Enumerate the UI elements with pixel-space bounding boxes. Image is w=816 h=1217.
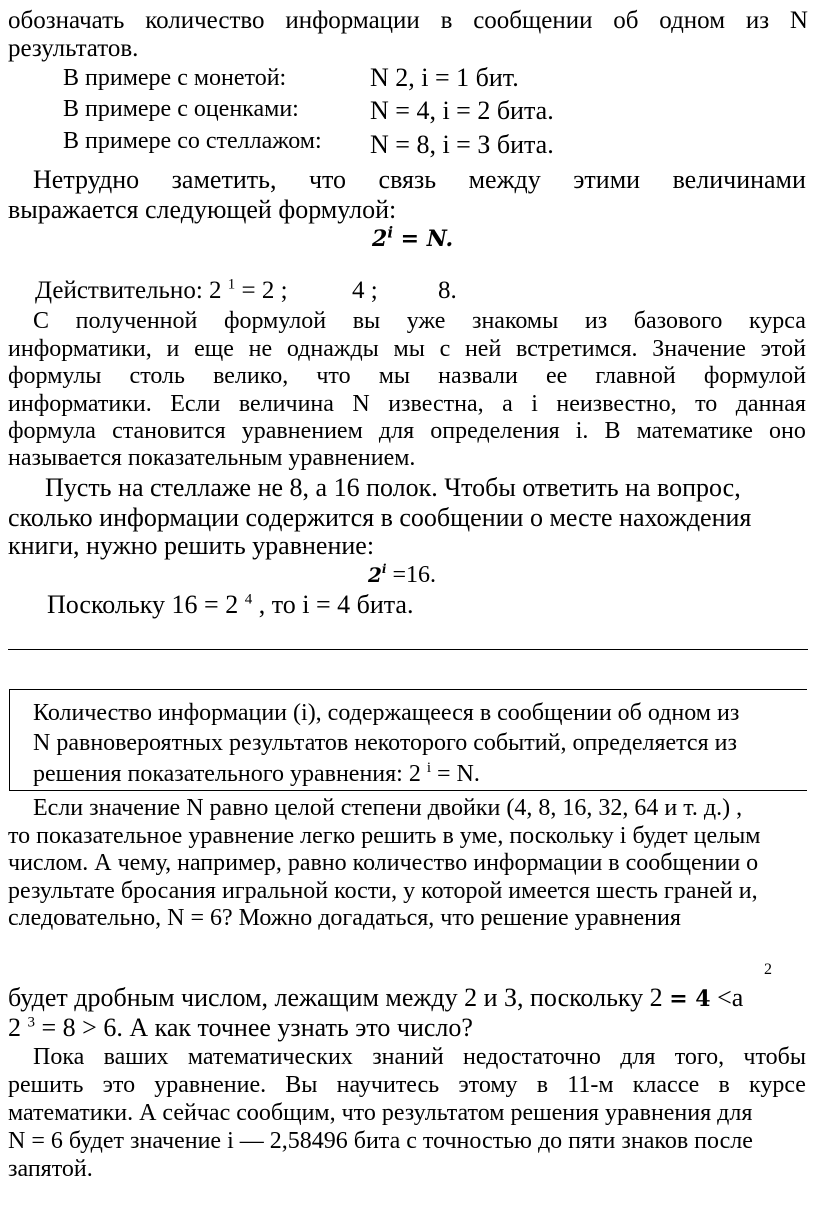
formula-2i-equals-n: $2^i = N$. bbox=[372, 223, 454, 252]
word: полученной bbox=[75, 308, 198, 334]
word: известна, bbox=[388, 391, 484, 417]
word: базового bbox=[633, 308, 723, 334]
definition-line1: Количество информации (i), содержащееся в сообщении об одном из bbox=[33, 700, 740, 726]
p4-line2: сколько информации содержится в сообщении о месте нахождения bbox=[8, 503, 752, 532]
word: этими bbox=[573, 165, 641, 194]
p4-line1: Пусть на стеллаже не 8, а 16 полок. Чтобы ответить на вопрос, bbox=[45, 473, 741, 502]
word: С bbox=[33, 308, 50, 334]
word: Если bbox=[170, 391, 221, 417]
word: данная bbox=[735, 391, 806, 417]
word: i. bbox=[575, 418, 589, 444]
word: об bbox=[613, 7, 639, 34]
example-grades-value: N = 4, i = 2 бита. bbox=[370, 96, 554, 125]
p2-line1 bbox=[33, 167, 806, 193]
word: информатики. bbox=[8, 391, 152, 417]
word: N bbox=[789, 7, 808, 34]
p7-line3: математики. А сейчас сообщим, что результатом решения уравнения для bbox=[8, 1100, 753, 1126]
definition-box-top-border bbox=[9, 689, 807, 690]
definition-box-bottom-border bbox=[9, 790, 807, 791]
word: заметить, bbox=[171, 165, 277, 194]
word: назвали bbox=[438, 363, 518, 389]
word: главной bbox=[595, 363, 676, 389]
word: неизвестно, bbox=[556, 391, 677, 417]
p4-line3: книги, нужно решить уравнение: bbox=[8, 531, 375, 560]
word: курсе bbox=[749, 1072, 806, 1098]
word: количество bbox=[145, 7, 265, 34]
word: в bbox=[440, 7, 453, 34]
p3-line1 bbox=[33, 309, 806, 333]
example-shelf-value: N = 8, i = З бита. bbox=[370, 130, 554, 159]
p7-line4: N = 6 будет значение i — 2,58496 бита с точностью до пяти знаков после bbox=[8, 1128, 753, 1154]
word: определения bbox=[430, 418, 560, 444]
word: с bbox=[439, 336, 451, 362]
example-coin-label: В примере с монетой: bbox=[63, 65, 287, 91]
word: Значение bbox=[652, 336, 746, 362]
word: Пока bbox=[33, 1044, 85, 1070]
word: это bbox=[102, 1072, 136, 1098]
horizontal-rule bbox=[8, 649, 808, 650]
word: между bbox=[468, 165, 541, 194]
word: чтобы bbox=[743, 1044, 806, 1070]
word: уравнением bbox=[241, 418, 363, 444]
word: еще bbox=[194, 336, 234, 362]
word: встретимся. bbox=[516, 336, 638, 362]
word: того, bbox=[674, 1044, 725, 1070]
example-coin-value: N 2, i = 1 бит. bbox=[370, 63, 519, 92]
word: оно bbox=[769, 418, 806, 444]
word: курса bbox=[748, 308, 806, 334]
indeed-value-8: 8. bbox=[438, 277, 457, 304]
word: формула bbox=[8, 418, 96, 444]
indeed-value-4: 4 ; bbox=[352, 277, 378, 304]
word: в bbox=[718, 1072, 730, 1098]
p7-line2 bbox=[8, 1073, 806, 1097]
word: сообщении bbox=[473, 7, 593, 34]
word: 11-м bbox=[567, 1072, 614, 1098]
small-exponent-2: 2 bbox=[764, 961, 772, 978]
p2-line2: выражается следующей формулой: bbox=[8, 195, 397, 224]
word: уравнение. bbox=[154, 1072, 267, 1098]
word: обозначать bbox=[8, 7, 125, 34]
word: связь bbox=[378, 165, 437, 194]
p3-line3 bbox=[8, 364, 806, 388]
word: не bbox=[248, 336, 273, 362]
word: ее bbox=[545, 363, 568, 389]
word: недостаточно bbox=[462, 1044, 601, 1070]
p6-line2: 2 $^3$ = 8 > 6. А как точнее узнать это число? bbox=[8, 1013, 473, 1042]
p5-line3: числом. А чему, например, равно количество информации в сообщении о bbox=[8, 850, 759, 876]
word: Нетрудно bbox=[33, 165, 140, 194]
word: уже bbox=[406, 308, 446, 334]
word: столь bbox=[129, 363, 185, 389]
indeed-line: Действительно: 2 $^1$ = 2 ; bbox=[35, 276, 288, 304]
p1-line1 bbox=[8, 8, 808, 33]
word: для bbox=[378, 418, 415, 444]
word: классе bbox=[632, 1072, 700, 1098]
word: для bbox=[620, 1044, 656, 1070]
word: и bbox=[166, 336, 180, 362]
word: формулой bbox=[703, 363, 806, 389]
word: формулы bbox=[8, 363, 102, 389]
word: знаний bbox=[372, 1044, 444, 1070]
definition-line2: N равновероятных результатов некоторого событий, определяется из bbox=[33, 730, 737, 756]
word: а bbox=[502, 391, 513, 417]
word: из bbox=[745, 7, 770, 34]
word: знакомы bbox=[471, 308, 559, 334]
p5-line2: то показательное уравнение легко решить в уме, поскольку i будет целым bbox=[8, 823, 761, 849]
p5-line5: следовательно, N = 6? Можно догадаться, что решение уравнения bbox=[8, 905, 681, 931]
example-grades-label: В примере с оценками: bbox=[63, 96, 299, 122]
word: что bbox=[316, 363, 351, 389]
word: решить bbox=[8, 1072, 84, 1098]
word: Вы bbox=[285, 1072, 318, 1098]
word: математических bbox=[187, 1044, 353, 1070]
word: величина bbox=[238, 391, 334, 417]
p5-line4: результате бросания игральной кости, у которой имеется шесть граней и, bbox=[8, 878, 758, 904]
word: этой bbox=[760, 336, 806, 362]
p3-line2 bbox=[8, 337, 806, 361]
word: вы bbox=[352, 308, 381, 334]
word: В bbox=[604, 418, 621, 444]
word: велико, bbox=[213, 363, 289, 389]
since-line: Поскольку 16 = 2 $^4$ , то i = 4 бита. bbox=[47, 590, 414, 619]
word: ней bbox=[464, 336, 502, 362]
word: математике bbox=[636, 418, 753, 444]
word: одном bbox=[659, 7, 726, 34]
word: этому bbox=[458, 1072, 518, 1098]
word: информатики, bbox=[8, 336, 152, 362]
word: мы bbox=[378, 363, 411, 389]
p7-line1 bbox=[33, 1045, 806, 1069]
word: мы bbox=[393, 336, 425, 362]
word: в bbox=[536, 1072, 549, 1098]
word: величинами bbox=[672, 165, 806, 194]
word: формулой bbox=[223, 308, 327, 334]
word: информации bbox=[285, 7, 420, 34]
word: i bbox=[531, 391, 538, 417]
definition-line3: решения показательного уравнения: 2 $^i$ = N. bbox=[33, 760, 480, 787]
definition-box-left-border bbox=[9, 689, 10, 791]
word: то bbox=[695, 391, 718, 417]
p7-line5: запятой. bbox=[8, 1156, 93, 1182]
word: научитесь bbox=[336, 1072, 440, 1098]
example-shelf-label: В примере со стеллажом: bbox=[63, 128, 322, 154]
p1-line2: результатов. bbox=[8, 35, 139, 62]
word: становится bbox=[112, 418, 226, 444]
p3-line4 bbox=[8, 392, 806, 416]
p3-line5 bbox=[8, 419, 806, 443]
word: ваших bbox=[103, 1044, 169, 1070]
p3-line6: называется показательным уравнением. bbox=[8, 445, 416, 471]
p6-line1: будет дробным числом, лежащим между 2 и З, поскольку 2 = 4 <а bbox=[8, 983, 744, 1012]
word: что bbox=[308, 165, 347, 194]
word: однажды bbox=[286, 336, 379, 362]
p5-line1: Если значение N равно целой степени двойки (4, 8, 16, 32, 64 и т. д.) , bbox=[33, 795, 743, 821]
formula-2i-equals-16: $2^i =16$. bbox=[368, 562, 437, 588]
word: из bbox=[584, 308, 608, 334]
word: N bbox=[352, 391, 370, 417]
